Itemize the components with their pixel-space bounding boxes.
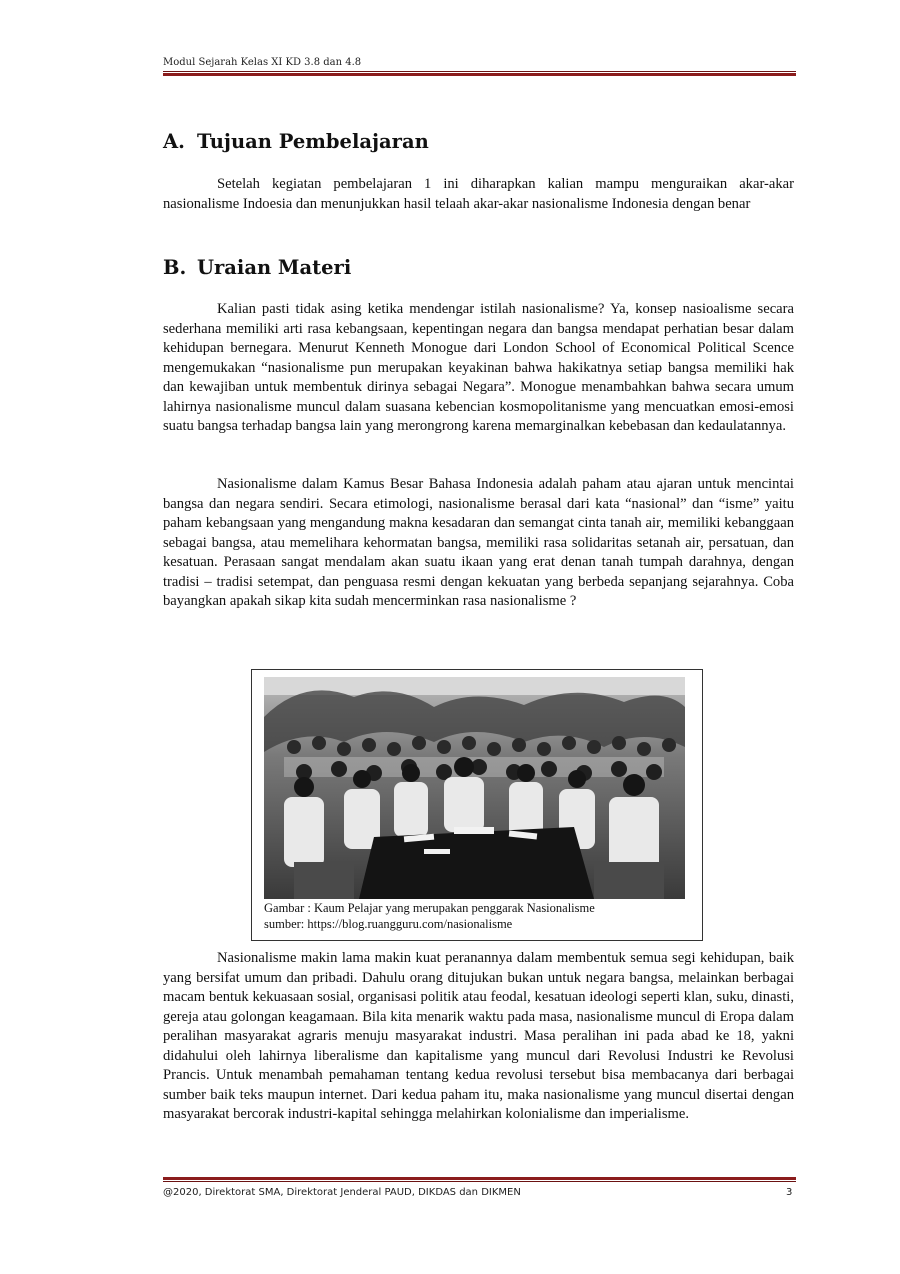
section-b-paragraph-3: Nasionalisme makin lama makin kuat peranannya dalam membentuk semua segi kehidupan, baik yang bersifat umum dan pribadi. Dahulu orang ditujukan bukan untuk negara bangsa, melainkan berbagai macam bentuk kekuasaan sosial, organisasi politik atau feodal, kesatuan ideologi seperti klan, suku, dinasti, gereja atau golongan keagamaan. Bila kita menarik waktu pada masa, nasionalisme muncul di Eropa dalam peralihan masyarakat agraris menuju masyarakat industri. Masa peralihan ini pada abad ke 18, yakni didahului oleh lahirnya liberalisme dan kapitalisme yang muncul dari Revolusi Industri ke Revolusi Prancis. Untuk menambah pemahaman tentang kedua revolusi tersebut bisa membacanya dari berbagai sumber baik teks maupun internet. Dari kedua paham itu, maka nasionalisme yang muncul disertai dengan masyarakat bercorak industri-kapital sehingga melahirkan kolonialisme dan imperialisme.	[163, 950, 794, 1122]
section-a-heading	[163, 130, 429, 153]
section-a-letter: A.	[163, 130, 185, 153]
header-rule-thin	[163, 71, 796, 72]
section-b-paragraph-2: Nasionalisme dalam Kamus Besar Bahasa Indonesia adalah paham atau ajaran untuk mencintai bangsa dan negara sendiri. Secara etimologi, nasionalisme berasal dari kata “nasional” dan “isme” yaitu paham kebangsaan yang mengandung makna kesadaran dan semangat cinta tanah air, memiliki kebanggaan sebagai bangsa, atau memelihara kehormatan bangsa, memiliki rasa solidaritas setanah air, persatuan, dan kesatuan. Perasaan sangat mendalam akan suatu ikaan yang erat denan tanah tumpah darahnya, dengan tradisi – tradisi setempat, dan penguasa resmi dengan kekuatan yang berbeda sepanjang sejarahnya. Coba bayangkan apakah sikap kita sudah mencerminkan rasa nasionalisme ?	[163, 476, 794, 609]
section-a-paragraph: Setelah kegiatan pembelajaran 1 ini diharapkan kalian mampu menguraikan akar-akar nasionalisme Indoesia dan menunjukkan hasil telaah akar-akar nasionalisme Indonesia dengan benar	[163, 176, 794, 212]
section-b-letter: B.	[163, 256, 187, 279]
section-a-title: Tujuan Pembelajaran	[197, 130, 429, 153]
page-number: 3	[786, 1187, 793, 1198]
footer-rule-thin	[163, 1181, 796, 1182]
section-b-heading	[163, 256, 351, 279]
historical-photo	[264, 677, 685, 899]
header-rule-thick	[163, 73, 796, 76]
footer-copyright: @2020, Direktorat SMA, Direktorat Jenderal PAUD, DIKDAS dan DIKMEN	[163, 1187, 521, 1198]
caption-title: Gambar : Kaum Pelajar yang merupakan penggarak Nasionalisme	[264, 901, 595, 915]
caption-source: sumber: https://blog.ruangguru.com/nasionalisme	[264, 917, 513, 931]
figure	[251, 669, 703, 941]
figure-caption	[264, 900, 595, 932]
running-header: Modul Sejarah Kelas XI KD 3.8 dan 4.8	[163, 57, 362, 68]
footer-rule-thick	[163, 1177, 796, 1180]
section-b-paragraph-1: Kalian pasti tidak asing ketika mendengar istilah nasionalisme? Ya, konsep nasioalisme secara sederhana memiliki arti rasa kebangsaan, kepentingan negara dan bangsa mendapat perhatian besar dalam kehidupan bernegara. Menurut Kenneth Monogue dari London School of Economical Political Scence mengemukakan “nasionalisme pun merupakan keyakinan bahwa hakikatnya setiap bangsa memiliki hak dan kewajiban untuk membentuk dirinya sebagai Negara”. Monogue menambahkan bahwa secara umum lahirnya nasionalisme muncul dalam suasana kebencian kosmopolitanisme yang mencuatkan emosi-emosi suatu bangsa terhadap bangsa lain yang merongrong karena memarginalkan kebebasan dan kedaulatannya.	[163, 301, 794, 434]
section-b-title: Uraian Materi	[197, 256, 352, 279]
